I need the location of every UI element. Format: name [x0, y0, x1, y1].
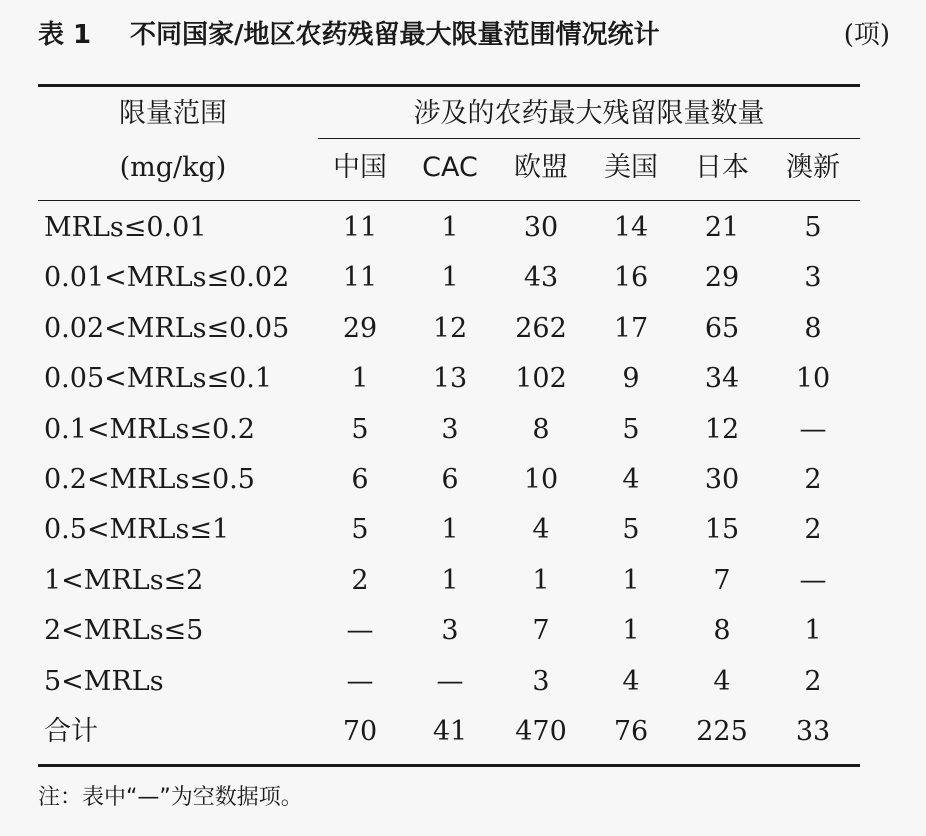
header-range-unit: (mg/kg) — [119, 152, 227, 183]
table-cell: 15 — [704, 514, 740, 545]
row-label: 0.02<MRLs≤0.05 — [44, 313, 290, 344]
table-caption: 不同国家/地区农药残留最大限量范围情况统计 — [130, 20, 660, 50]
column-header-japan: 日本 — [695, 152, 749, 183]
table-cell: 2 — [351, 565, 369, 596]
table-cell: 2 — [804, 464, 822, 495]
row-label: 5<MRLs — [44, 666, 164, 697]
column-header-china: 中国 — [333, 152, 387, 183]
table-cell: 16 — [613, 262, 649, 293]
table-cell: 1 — [441, 565, 459, 596]
table-cell: 12 — [432, 313, 468, 344]
table-cell: 4 — [713, 666, 731, 697]
table-cell: 470 — [515, 716, 567, 747]
table-cell: 29 — [704, 262, 740, 293]
table-cell: 12 — [704, 414, 740, 445]
table-cell: 4 — [532, 514, 550, 545]
header-group-label: 涉及的农药最大残留限量数量 — [413, 98, 765, 129]
table-number: 表 1 — [38, 20, 92, 50]
table-cell: — — [436, 666, 464, 697]
bottom-rule — [38, 764, 860, 767]
table-cell: 21 — [704, 212, 740, 243]
table-cell: 7 — [713, 565, 731, 596]
table-cell: — — [799, 414, 827, 445]
table-cell: 17 — [613, 313, 649, 344]
table-cell: — — [346, 666, 374, 697]
table-cell: 14 — [613, 212, 649, 243]
table-cell: 8 — [532, 414, 550, 445]
table-cell: 5 — [622, 414, 640, 445]
row-label: 合计 — [44, 716, 98, 747]
row-label: 0.05<MRLs≤0.1 — [44, 363, 273, 394]
table-cell: 11 — [342, 212, 378, 243]
row-label: 2<MRLs≤5 — [44, 615, 204, 646]
table-cell: 10 — [795, 363, 831, 394]
row-label: MRLs≤0.01 — [44, 212, 207, 243]
header-rule — [38, 200, 860, 201]
table-cell: 13 — [432, 363, 468, 394]
table-cell: 8 — [804, 313, 822, 344]
table-cell: 29 — [342, 313, 378, 344]
table-cell: — — [799, 565, 827, 596]
header-range-label: 限量范围 — [119, 98, 227, 129]
table-cell: 262 — [515, 313, 567, 344]
table-cell: 1 — [351, 363, 369, 394]
table-cell: 2 — [804, 666, 822, 697]
table-cell: 11 — [342, 262, 378, 293]
row-label: 0.5<MRLs≤1 — [44, 514, 230, 545]
table-cell: 76 — [613, 716, 649, 747]
group-rule — [318, 138, 860, 139]
table-cell: 4 — [622, 666, 640, 697]
column-header-anz: 澳新 — [786, 152, 840, 183]
row-label: 0.1<MRLs≤0.2 — [44, 414, 255, 445]
table-cell: 5 — [804, 212, 822, 243]
table-cell: 1 — [804, 615, 822, 646]
table-cell: 7 — [532, 615, 550, 646]
table-cell: 65 — [704, 313, 740, 344]
table-cell: 3 — [441, 615, 459, 646]
table-cell: 34 — [704, 363, 740, 394]
table-cell: 1 — [441, 212, 459, 243]
table-cell: 5 — [351, 414, 369, 445]
table-cell: 1 — [622, 565, 640, 596]
table-cell: 3 — [532, 666, 550, 697]
table-cell: 6 — [441, 464, 459, 495]
table-title — [38, 8, 898, 52]
table-cell: 6 — [351, 464, 369, 495]
table-cell: 30 — [704, 464, 740, 495]
table-cell: 9 — [622, 363, 640, 394]
table-cell: 33 — [795, 716, 831, 747]
table-cell: 102 — [515, 363, 567, 394]
table-cell: 1 — [441, 514, 459, 545]
table-cell: 41 — [432, 716, 468, 747]
table-cell: — — [346, 615, 374, 646]
row-label: 0.2<MRLs≤0.5 — [44, 464, 255, 495]
row-label: 0.01<MRLs≤0.02 — [44, 262, 290, 293]
table-cell: 70 — [342, 716, 378, 747]
column-header-cac: CAC — [422, 152, 478, 183]
column-header-eu: 欧盟 — [514, 152, 568, 183]
table-cell: 8 — [713, 615, 731, 646]
table-cell: 225 — [696, 716, 748, 747]
table-cell: 30 — [523, 212, 559, 243]
table-cell: 43 — [523, 262, 559, 293]
top-rule — [38, 84, 860, 87]
table-cell: 2 — [804, 514, 822, 545]
table-cell: 10 — [523, 464, 559, 495]
table-cell: 4 — [622, 464, 640, 495]
table-cell: 1 — [622, 615, 640, 646]
table-unit: (项) — [843, 20, 890, 50]
column-header-usa: 美国 — [604, 152, 658, 183]
table-cell: 3 — [804, 262, 822, 293]
table-cell: 5 — [351, 514, 369, 545]
row-label: 1<MRLs≤2 — [44, 565, 204, 596]
table-note: 注：表中“—”为空数据项。 — [38, 785, 303, 810]
table-cell: 5 — [622, 514, 640, 545]
table-cell: 1 — [532, 565, 550, 596]
table-cell: 3 — [441, 414, 459, 445]
table-cell: 1 — [441, 262, 459, 293]
